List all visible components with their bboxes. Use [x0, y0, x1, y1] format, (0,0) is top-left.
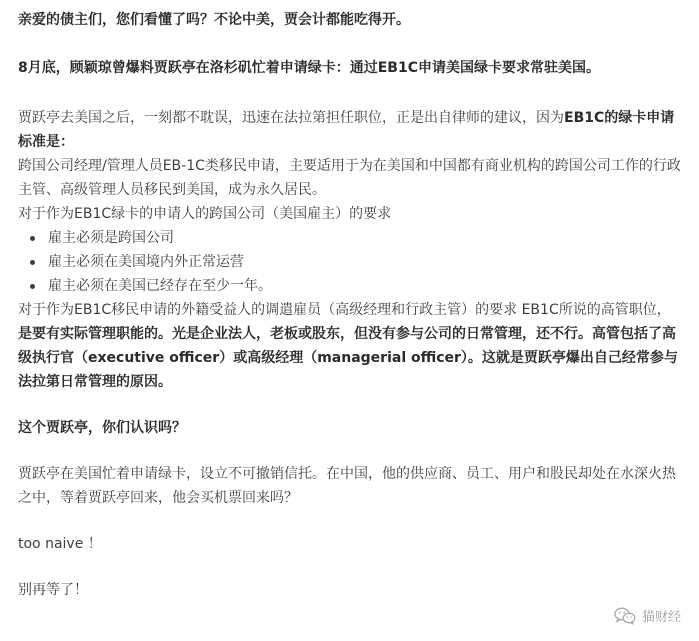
eb1c-intro-bold: EB1C的绿卡申请标准是：	[18, 110, 675, 150]
paragraph-question: 这个贾跃亭，你们认识吗？	[18, 420, 186, 436]
bullet-icon	[30, 284, 35, 289]
list-item	[48, 226, 684, 250]
wechat-icon	[614, 607, 636, 625]
requirements-list	[18, 226, 684, 298]
employee-requirements-bold: 是要有实际管理职能的。光是企业法人，老板或股东，但没有参与公司的日常管理，还不行。高管包括了高级执行官（executive officer）或高级经理（managerial officer）。这就是贾跃亭爆出自己经常参与法拉第日常管理的原因。	[18, 326, 678, 390]
watermark	[614, 606, 681, 625]
eb1c-intro-text: 贾跃亭去美国之后，一刻都不耽误，迅速在法拉第担任职位，正是出自律师的建议，因为	[18, 110, 564, 126]
paragraph-employer-requirements-heading: 对于作为EB1C绿卡的申请人的跨国公司（美国雇主）的要求	[18, 206, 392, 222]
employee-requirements-text: 对于作为EB1C移民申请的外籍受益人的调遣雇员（高级经理和行政主管）的要求 EB1C所说的高管职位，	[18, 302, 671, 318]
list-item-text: 雇主必须是跨国公司	[48, 230, 174, 246]
article-body	[18, 8, 684, 602]
bullet-icon	[30, 260, 35, 265]
paragraph-closing: 别再等了！	[18, 582, 88, 598]
paragraph-employee-requirements	[18, 298, 684, 394]
paragraph-headline: 8月底，顾颖琼曾爆料贾跃亭在洛杉矶忙着申请绿卡：通过EB1C申请美国绿卡要求常驻美国。	[18, 60, 600, 76]
watermark-text: 猫财经	[641, 610, 681, 625]
list-item	[48, 274, 684, 298]
paragraph-eb1c-definition: 跨国公司经理/管理人员EB-1C类移民申请，主要适用于为在美国和中国都有商业机构的跨国公司工作的行政主管、高级管理人员移民到美国，成为永久居民。	[18, 158, 681, 198]
list-item-text: 雇主必须在美国境内外正常运营	[48, 254, 244, 270]
paragraph-trust: 贾跃亭在美国忙着申请绿卡，设立不可撤销信托。在中国，他的供应商、员工、用户和股民却处在水深火热之中，等着贾跃亭回来，他会买机票回来吗？	[18, 466, 676, 506]
list-item-text: 雇主必须在美国已经存在至少一年。	[48, 278, 272, 294]
paragraph-naive: too naive ！	[18, 536, 102, 552]
list-item	[48, 250, 684, 274]
paragraph-eb1c-intro	[18, 106, 684, 154]
bullet-icon	[30, 236, 35, 241]
paragraph-greeting: 亲爱的债主们，您们看懂了吗？不论中美，贾会计都能吃得开。	[18, 12, 410, 28]
